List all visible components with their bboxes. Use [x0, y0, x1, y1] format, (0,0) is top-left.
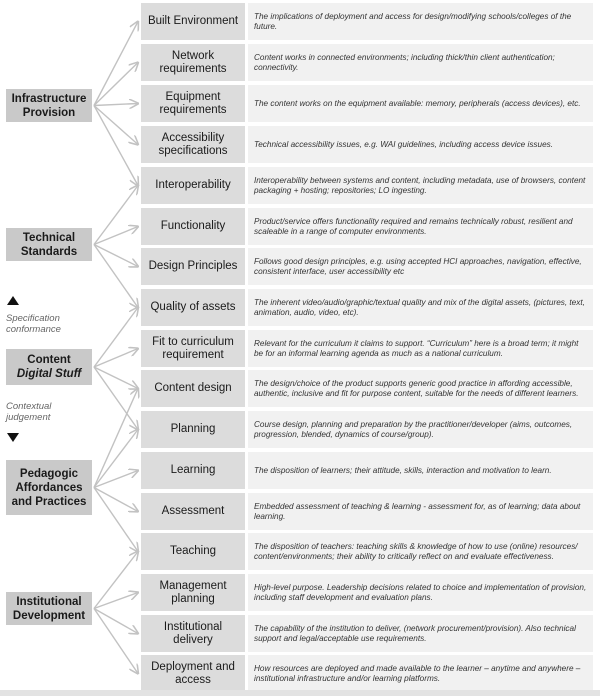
criterion-box	[141, 615, 245, 652]
criterion-description-box	[248, 167, 593, 204]
criterion-label: Institutional delivery	[163, 620, 223, 646]
criterion-box	[141, 370, 245, 407]
criterion-label: Management planning	[159, 579, 227, 605]
connector-arrow	[94, 63, 138, 106]
criterion-label: Interoperability	[155, 179, 231, 191]
criterion-description: Product/service offers functionality required and remains technically robust, resilient and scaleable in a range of computer environments.	[254, 216, 573, 236]
criterion-description-box	[248, 574, 593, 611]
criterion-description: Relevant for the curriculum it claims to support. “Curriculum” here is a broad term; it might be for an informal learning agenda as much as a national curriculum.	[254, 338, 579, 358]
connector-arrow	[94, 106, 138, 186]
criterion-label: Fit to curriculum requirement	[152, 335, 234, 361]
criterion-description: Embedded assessment of teaching & learning - assessment for, as of learning; data about learning.	[254, 501, 581, 521]
criterion-label: Content design	[154, 382, 232, 394]
criterion-box	[141, 85, 245, 122]
category-pedagogic-affordances	[6, 460, 92, 515]
criterion-description-box	[248, 330, 593, 367]
criterion-label: Built Environment	[147, 15, 239, 27]
category-title: Infrastructure Provision	[11, 92, 87, 119]
connector-arrow	[94, 104, 138, 106]
criterion-description-box	[248, 289, 593, 326]
contextual-judgement-note: Contextual judgement	[6, 401, 52, 423]
criterion-box	[141, 167, 245, 204]
criterion-box	[141, 208, 245, 245]
connector-arrow	[94, 22, 138, 106]
criterion-description-box	[248, 493, 593, 530]
criterion-box	[141, 655, 245, 692]
criterion-description: Follows good design principles, e.g. using accepted HCI approaches, navigation, effective, consistent interface, user accessibility etc	[254, 256, 582, 276]
criterion-label: Design Principles	[148, 260, 238, 272]
category-subtitle: Digital Stuff	[16, 368, 82, 380]
connector-arrow	[94, 488, 138, 512]
criterion-box	[141, 330, 245, 367]
criterion-box	[141, 533, 245, 570]
criterion-description-box	[248, 615, 593, 652]
category-institutional-development	[6, 592, 92, 625]
criterion-label: Learning	[170, 464, 216, 476]
criterion-description: How resources are deployed and made available to the learner – anytime and anywhere – institutional infrastructure and/or learning platforms.	[254, 663, 581, 683]
criterion-box	[141, 289, 245, 326]
criterion-description: Interoperability between systems and content, including metadata, use of browsers, content packaging + hosting; repositories; LO ingesting.	[254, 175, 586, 195]
category-title: Content	[27, 354, 71, 366]
connector-arrow	[94, 609, 138, 674]
connector-arrow	[94, 488, 138, 552]
criterion-description: The disposition of teachers: teaching skills & knowledge of how to use (online) resources/ content/environments; their ability to critically reflect on and evaluate effectiveness.	[254, 541, 578, 561]
triangle-down-icon	[7, 433, 19, 442]
criterion-description: High-level purpose. Leadership decisions related to choice and implementation of provision, including staff development and evaluation plans.	[254, 582, 587, 602]
criterion-box	[141, 248, 245, 285]
connector-arrow	[94, 245, 138, 308]
category-technical-standards	[6, 228, 92, 261]
connector-arrow	[94, 609, 138, 634]
criterion-description-box	[248, 85, 593, 122]
criterion-description-box	[248, 452, 593, 489]
criterion-label: Deployment and access	[151, 660, 235, 686]
connector-arrow	[94, 106, 138, 145]
category-title: Institutional Development	[12, 595, 86, 622]
criterion-label: Quality of assets	[150, 301, 236, 313]
criterion-description: The disposition of learners; their attitude, skills, interaction and motivation to learn.	[254, 465, 552, 475]
specification-conformance-note: Specification conformance	[6, 313, 61, 335]
criterion-label: Network requirements	[159, 49, 227, 75]
criterion-description: The capability of the institution to deliver, (network procurement/provision). Also technical support and legal/acceptable use requirements.	[254, 623, 576, 643]
criterion-label: Functionality	[160, 220, 226, 232]
criterion-box	[141, 411, 245, 448]
criterion-description-box	[248, 370, 593, 407]
criterion-description-box	[248, 411, 593, 448]
criterion-description: The content works on the equipment available: memory, peripherals (access devices), etc.	[254, 98, 581, 108]
criterion-description: The design/choice of the product supports generic good practice in affording accessible, authentic, inclusive and fit for purpose content, suitable for the needs of different learners.	[254, 378, 579, 398]
criterion-description-box	[248, 126, 593, 163]
bottom-rule	[0, 690, 600, 696]
criterion-description: Technical accessibility issues, e.g. WAI guidelines, including access device issues.	[254, 139, 553, 149]
triangle-up-icon	[7, 296, 19, 305]
criterion-box	[141, 452, 245, 489]
criterion-description-box	[248, 3, 593, 40]
criterion-box	[141, 44, 245, 81]
criterion-label: Planning	[170, 423, 216, 435]
criterion-description-box	[248, 208, 593, 245]
criterion-description: The inherent video/audio/graphic/textual quality and mix of the digital assets, (pictures, text, animation, audio, video, etc).	[254, 297, 585, 317]
category-infrastructure-provision	[6, 89, 92, 122]
criterion-label: Accessibility specifications	[158, 131, 228, 157]
criterion-box	[141, 574, 245, 611]
criterion-description: Course design, planning and preparation by the practitioner/developer (aims, outcomes, progression, blended, dynamics of course/group).	[254, 419, 573, 439]
connector-arrow	[94, 367, 138, 430]
criterion-description-box	[248, 655, 593, 692]
criterion-description-box	[248, 533, 593, 570]
criterion-description: The implications of deployment and access for design/modifying schools/colleges of the future.	[254, 11, 572, 31]
criterion-box	[141, 126, 245, 163]
category-title: Technical Standards	[20, 231, 78, 258]
criterion-box	[141, 3, 245, 40]
category-title: Pedagogic Affordances and Practices	[11, 467, 87, 508]
criterion-description-box	[248, 44, 593, 81]
criterion-box	[141, 493, 245, 530]
criterion-description: Content works in connected environments; including thick/thin client authentication; connectivity.	[254, 52, 555, 72]
connector-arrow	[94, 245, 138, 267]
category-content	[6, 349, 92, 385]
criterion-label: Teaching	[169, 545, 217, 557]
criterion-description-box	[248, 248, 593, 285]
criterion-label: Assessment	[161, 505, 225, 517]
criterion-label: Equipment requirements	[159, 90, 227, 116]
connector-arrow	[94, 367, 138, 389]
